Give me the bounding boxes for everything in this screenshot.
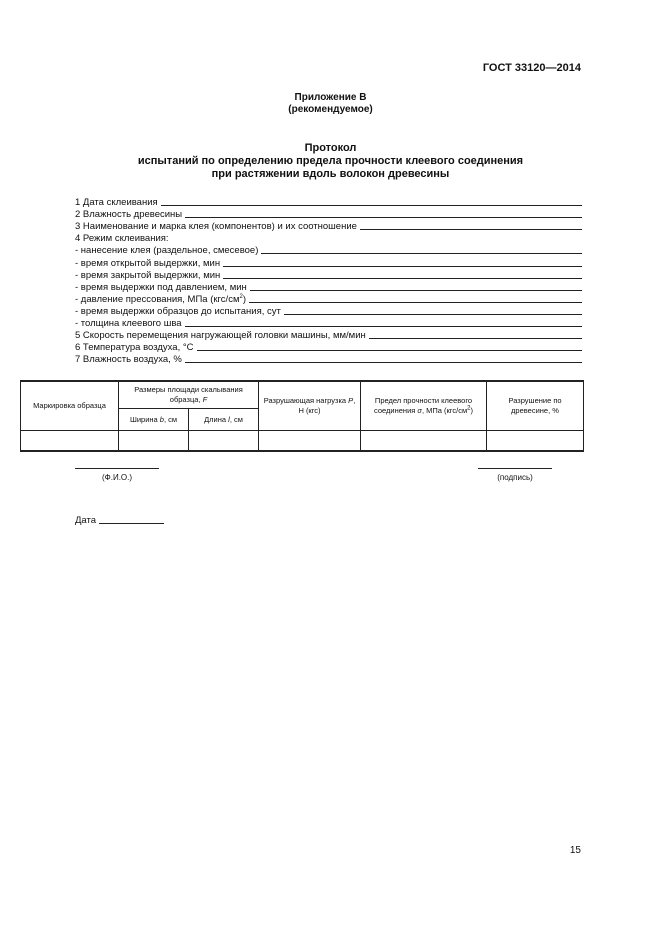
field-closed-time[interactable]: - время закрытой выдержки, мин xyxy=(75,269,582,281)
header-length: Длина l, см xyxy=(189,409,259,431)
header-load: Разрушающая нагрузка Р, Н (кгс) xyxy=(259,381,361,431)
field-gluing-date[interactable]: 1 Дата склеивания xyxy=(75,196,582,208)
protocol-subtitle xyxy=(0,155,661,181)
appendix-title: Приложение В xyxy=(294,92,367,103)
cell-strength[interactable] xyxy=(361,431,487,452)
page-number: 15 xyxy=(569,845,581,856)
field-glue-line-thickness[interactable]: - толщина клеевого шва xyxy=(75,317,582,329)
signature-label: (подпись) xyxy=(497,473,533,482)
standard-number: ГОСТ 33120—2014 xyxy=(482,62,581,74)
cell-length[interactable] xyxy=(189,431,259,452)
name-label: (Ф.И.О.) xyxy=(101,473,133,482)
cell-load[interactable] xyxy=(259,431,361,452)
field-open-time[interactable]: - время открытой выдержки, мин xyxy=(75,256,582,268)
cell-marking[interactable] xyxy=(21,431,119,452)
field-air-humidity[interactable]: 7 Влажность воздуха, % xyxy=(75,353,582,365)
header-marking: Маркировка образца xyxy=(21,381,119,431)
protocol-title: Протокол xyxy=(304,142,357,154)
date-field[interactable] xyxy=(75,513,164,526)
signature-line[interactable] xyxy=(478,468,552,469)
table-row xyxy=(21,431,584,452)
field-wood-moisture[interactable]: 2 Влажность древесины xyxy=(75,208,582,220)
field-gluing-mode: 4 Режим склеивания: xyxy=(75,233,169,245)
header-area: Размеры площади скалывания образца, F xyxy=(119,381,259,409)
results-table xyxy=(20,380,584,452)
protocol-subtitle-line2: при растяжении вдоль волокон древесины xyxy=(211,168,450,180)
date-line xyxy=(99,513,164,524)
field-conditioning-time[interactable]: - время выдержки образцов до испытания, сут xyxy=(75,305,582,317)
header-width: Ширина b, см xyxy=(119,409,189,431)
field-glue-name[interactable]: 3 Наименование и марка клея (компонентов) и их соотношение xyxy=(75,220,582,232)
cell-destruction[interactable] xyxy=(487,431,584,452)
header-strength: Предел прочности клеевого соединения σ, МПа $(кгс/см^2)$ xyxy=(361,381,487,431)
field-head-speed[interactable]: 5 Скорость перемещения нагружающей головки машины, мм/мин xyxy=(75,329,582,341)
date-label: Дата xyxy=(75,515,97,526)
field-press-time[interactable]: - время выдержки под давлением, мин xyxy=(75,281,582,293)
field-air-temperature[interactable]: 6 Температура воздуха, °С xyxy=(75,341,582,353)
protocol-fields xyxy=(75,196,582,365)
field-press-pressure[interactable]: - давление прессования, МПа $(кгс/см^2)$ xyxy=(75,293,582,305)
protocol-subtitle-line1: испытаний по определению предела прочности клеевого соединения xyxy=(137,155,524,167)
field-glue-application[interactable]: - нанесение клея (раздельное, смесевое) xyxy=(75,244,582,256)
table-header-row xyxy=(21,381,584,409)
name-signature-line[interactable] xyxy=(75,468,159,469)
header-destruction: Разрушение по древесине, % xyxy=(487,381,584,431)
appendix-subtitle: (рекомендуемое) xyxy=(288,104,373,115)
cell-width[interactable] xyxy=(119,431,189,452)
